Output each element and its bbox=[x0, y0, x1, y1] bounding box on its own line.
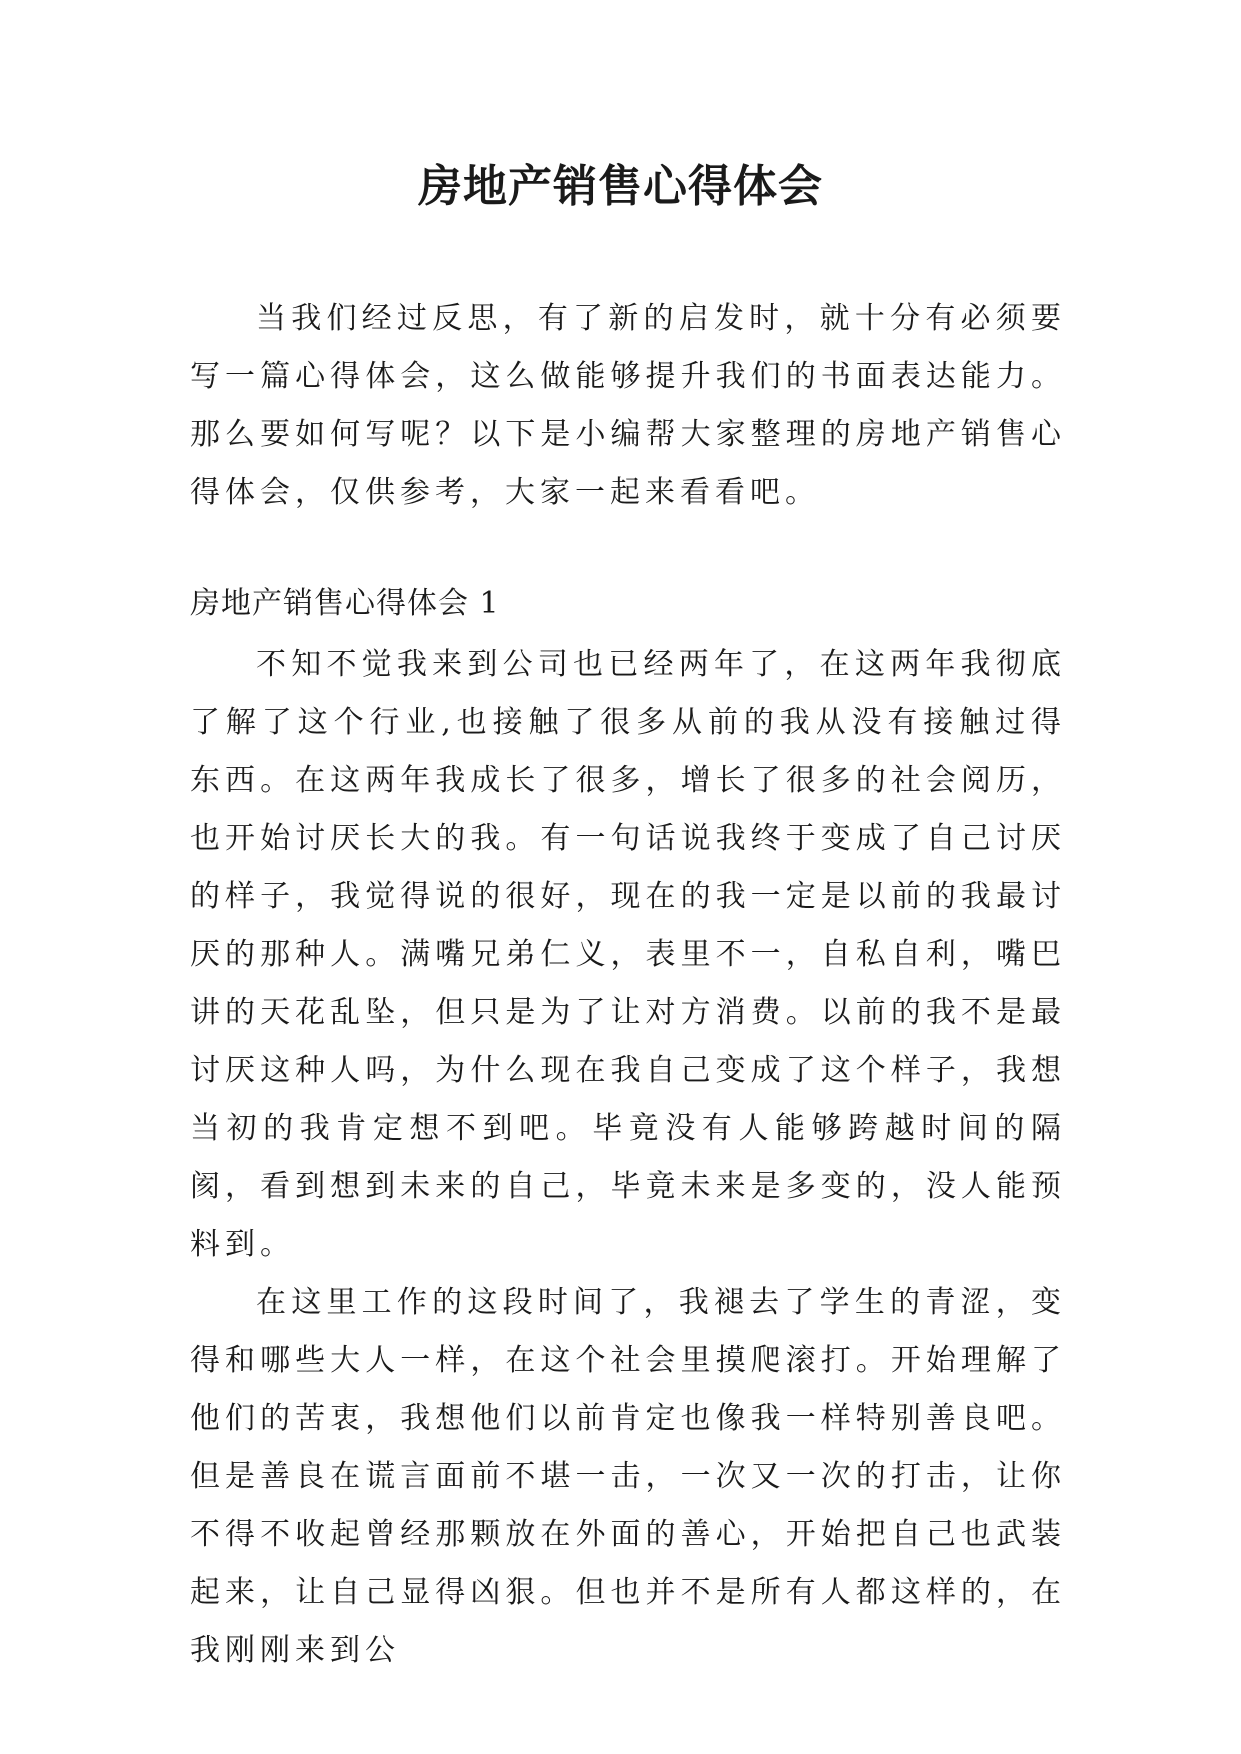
document-title: 房地产销售心得体会 bbox=[418, 161, 823, 212]
section-paragraph-1: 不知不觉我来到公司也已经两年了，在这两年我彻底了解了这个行业,也接触了很多从前的我从没有接触过得东西。在这两年我成长了很多，增长了很多的社会阅历，也开始讨厌长大的我。有一句话说我终于变成了自己讨厌的样子，我觉得说的很好，现在的我一定是以前的我最讨厌的那种人。满嘴兄弟仁义，表里不一，自私自利，嘴巴讲的天花乱坠，但只是为了让对方消费。以前的我不是最讨厌这种人吗，为什么现在我自己变成了这个样子，我想当初的我肯定想不到吧。毕竟没有人能够跨越时间的隔阂，看到想到未来的自己，毕竟未来是多变的，没人能预料到。 bbox=[190, 647, 1066, 1262]
intro-paragraph: 当我们经过反思，有了新的启发时，就十分有必须要写一篇心得体会，这么做能够提升我们的书面表达能力。那么要如何写呢？以下是小编帮大家整理的房地产销售心得体会，仅供参考，大家一起来看看吧。 bbox=[190, 301, 1066, 510]
section-heading: 房地产销售心得体会 1 bbox=[190, 586, 500, 621]
section-paragraph-2: 在这里工作的这段时间了，我褪去了学生的青涩，变得和哪些大人一样，在这个社会里摸爬滚打。开始理解了他们的苦衷，我想他们以前肯定也像我一样特别善良吧。但是善良在谎言面前不堪一击，一次又一次的打击，让你不得不收起曾经那颗放在外面的善心，开始把自己也武装起来，让自己显得凶狠。但也并不是所有人都这样的，在我刚刚来到公 bbox=[190, 1285, 1066, 1668]
section-body bbox=[190, 636, 1066, 1680]
intro-block bbox=[190, 290, 1066, 522]
